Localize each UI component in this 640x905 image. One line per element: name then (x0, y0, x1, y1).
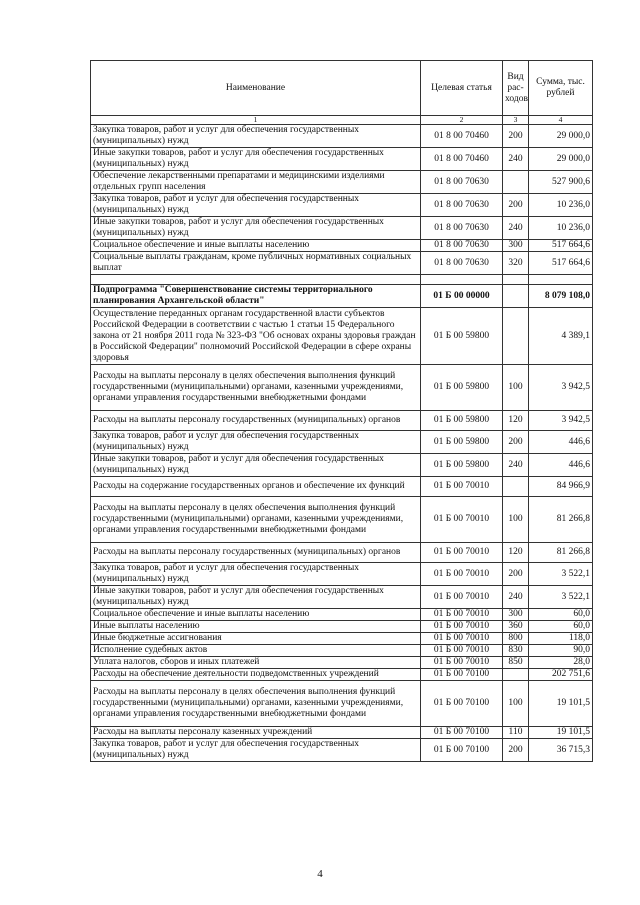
cell-vid: 240 (503, 148, 529, 171)
cell-code: 01 8 00 70630 (421, 252, 503, 275)
cell-code: 01 Б 00 59800 (421, 454, 503, 477)
cell-name: Расходы на выплаты персоналу государственных (муниципальных) органов (91, 411, 421, 431)
cell-sum: 517 664,6 (529, 240, 593, 252)
cell-sum: 446,6 (529, 454, 593, 477)
table-row (91, 275, 593, 285)
cell-name: Закупка товаров, работ и услуг для обеспечения государственных (муниципальных) нужд (91, 194, 421, 217)
cell-code: 01 Б 00 70010 (421, 563, 503, 586)
table-row (91, 431, 593, 454)
cell-code: 01 8 00 70630 (421, 171, 503, 194)
cell-sum: 3 522,1 (529, 563, 593, 586)
cell-sum: 118,0 (529, 633, 593, 645)
cell-vid: 850 (503, 657, 529, 669)
cell-vid: 240 (503, 454, 529, 477)
cell-vid: 110 (503, 727, 529, 739)
cell-name: Расходы на содержание государственных органов и обеспечение их функций (91, 477, 421, 497)
table-header (91, 61, 593, 125)
cell-vid: 830 (503, 645, 529, 657)
cell-code: 01 8 00 70460 (421, 125, 503, 148)
cell-vid: 240 (503, 586, 529, 609)
cell-sum: 4 389,1 (529, 308, 593, 365)
cell-name: Иные бюджетные ассигнования (91, 633, 421, 645)
cell-name: Закупка товаров, работ и услуг для обеспечения государственных (муниципальных) нужд (91, 739, 421, 762)
cell-sum: 3 942,5 (529, 365, 593, 411)
cell-name: Иные выплаты населению (91, 621, 421, 633)
cell-code: 01 Б 00 70010 (421, 657, 503, 669)
header-num-1: 1 (91, 116, 421, 125)
cell-code: 01 Б 00 00000 (421, 285, 503, 308)
cell-sum: 202 751,6 (529, 669, 593, 681)
table-row (91, 543, 593, 563)
cell-vid: 200 (503, 739, 529, 762)
cell-sum: 19 101,5 (529, 681, 593, 727)
cell-code: 01 Б 00 70010 (421, 621, 503, 633)
table-row (91, 171, 593, 194)
table-row (91, 609, 593, 621)
cell-code: 01 Б 00 70010 (421, 609, 503, 621)
cell-sum: 8 079 108,0 (529, 285, 593, 308)
header-num-4: 4 (529, 116, 593, 125)
cell-vid (503, 275, 529, 285)
table-row (91, 252, 593, 275)
cell-sum: 10 236,0 (529, 194, 593, 217)
cell-code: 01 Б 00 70010 (421, 543, 503, 563)
header-vid: Вид рас-ходов (503, 61, 529, 116)
page-number: 4 (317, 868, 323, 880)
table-row (91, 633, 593, 645)
table-row (91, 681, 593, 727)
header-code: Целевая статья (421, 61, 503, 116)
table-row (91, 477, 593, 497)
cell-vid (503, 171, 529, 194)
cell-name: Закупка товаров, работ и услуг для обеспечения государственных (муниципальных) нужд (91, 431, 421, 454)
cell-vid: 200 (503, 563, 529, 586)
cell-vid: 300 (503, 240, 529, 252)
cell-vid: 200 (503, 431, 529, 454)
cell-sum: 81 266,8 (529, 497, 593, 543)
table-row (91, 497, 593, 543)
cell-name: Осуществление переданных органам государственной власти субъектов Российской Федерации в соответствии с частью 1 статьи 15 Федерального закона от 21 ноября 2011 года № 323-ФЗ "Об основах охраны здоровья граждан в Российской Федерации" полномочий Российской Федерации в сфере охраны здоровья (91, 308, 421, 365)
cell-name: Закупка товаров, работ и услуг для обеспечения государственных (муниципальных) нужд (91, 125, 421, 148)
cell-code: 01 Б 00 70010 (421, 586, 503, 609)
cell-vid: 200 (503, 194, 529, 217)
cell-name: Социальное обеспечение и иные выплаты населению (91, 240, 421, 252)
cell-name: Подпрограмма "Совершенствование системы территориального планирования Архангельской области" (91, 285, 421, 308)
table-row (91, 308, 593, 365)
budget-table (90, 60, 593, 762)
cell-sum: 81 266,8 (529, 543, 593, 563)
table-row (91, 621, 593, 633)
table-row (91, 194, 593, 217)
cell-sum: 3 942,5 (529, 411, 593, 431)
cell-code: 01 Б 00 59800 (421, 365, 503, 411)
cell-name: Обеспечение лекарственными препаратами и медицинскими изделиями отдельных групп населения (91, 171, 421, 194)
cell-name: Иные закупки товаров, работ и услуг для обеспечения государственных (муниципальных) нужд (91, 217, 421, 240)
cell-code: 01 Б 00 59800 (421, 411, 503, 431)
cell-vid (503, 669, 529, 681)
cell-code: 01 Б 00 70100 (421, 727, 503, 739)
header-num-3: 3 (503, 116, 529, 125)
cell-name: Социальное обеспечение и иные выплаты населению (91, 609, 421, 621)
cell-name: Иные закупки товаров, работ и услуг для обеспечения государственных (муниципальных) нужд (91, 586, 421, 609)
cell-name: Иные закупки товаров, работ и услуг для обеспечения государственных (муниципальных) нужд (91, 148, 421, 171)
table-row (91, 285, 593, 308)
cell-code: 01 Б 00 59800 (421, 308, 503, 365)
cell-sum: 28,0 (529, 657, 593, 669)
table-row (91, 739, 593, 762)
cell-code: 01 Б 00 70100 (421, 739, 503, 762)
cell-vid: 320 (503, 252, 529, 275)
cell-code (421, 275, 503, 285)
cell-sum: 60,0 (529, 621, 593, 633)
cell-sum: 84 966,9 (529, 477, 593, 497)
cell-sum: 446,6 (529, 431, 593, 454)
cell-name: Исполнение судебных актов (91, 645, 421, 657)
cell-name: Уплата налогов, сборов и иных платежей (91, 657, 421, 669)
cell-vid: 120 (503, 411, 529, 431)
cell-sum: 10 236,0 (529, 217, 593, 240)
table-row (91, 365, 593, 411)
table-row (91, 657, 593, 669)
header-name: Наименование (91, 61, 421, 116)
cell-name: Расходы на выплаты персоналу государственных (муниципальных) органов (91, 543, 421, 563)
cell-name: Расходы на выплаты персоналу в целях обеспечения выполнения функций государственными (муниципальными) органами, казенными учреждениями, органами управления государственными внебюджетными фондами (91, 365, 421, 411)
cell-vid: 360 (503, 621, 529, 633)
cell-name: Расходы на выплаты персоналу в целях обеспечения выполнения функций государственными (муниципальными) органами, казенными учреждениями, органами управления государственными внебюджетными фондами (91, 681, 421, 727)
header-sum: Сумма, тыс. рублей (529, 61, 593, 116)
cell-code: 01 Б 00 59800 (421, 431, 503, 454)
table-row (91, 240, 593, 252)
cell-sum: 90,0 (529, 645, 593, 657)
cell-name: Иные закупки товаров, работ и услуг для обеспечения государственных (муниципальных) нужд (91, 454, 421, 477)
cell-code: 01 Б 00 70010 (421, 645, 503, 657)
table-row (91, 586, 593, 609)
table-row (91, 125, 593, 148)
cell-vid: 100 (503, 365, 529, 411)
table-row (91, 645, 593, 657)
table-row (91, 669, 593, 681)
cell-vid (503, 477, 529, 497)
cell-vid: 240 (503, 217, 529, 240)
cell-sum: 517 664,6 (529, 252, 593, 275)
cell-sum: 527 900,6 (529, 171, 593, 194)
cell-code: 01 8 00 70630 (421, 194, 503, 217)
cell-vid: 300 (503, 609, 529, 621)
table-row (91, 411, 593, 431)
cell-name: Закупка товаров, работ и услуг для обеспечения государственных (муниципальных) нужд (91, 563, 421, 586)
table-body (91, 125, 593, 762)
cell-code: 01 Б 00 70010 (421, 633, 503, 645)
cell-name: Расходы на обеспечение деятельности подведомственных учреждений (91, 669, 421, 681)
cell-code: 01 8 00 70460 (421, 148, 503, 171)
cell-code: 01 Б 00 70100 (421, 681, 503, 727)
table-row (91, 148, 593, 171)
cell-sum: 29 000,0 (529, 148, 593, 171)
cell-code: 01 8 00 70630 (421, 240, 503, 252)
cell-name: Расходы на выплаты персоналу казенных учреждений (91, 727, 421, 739)
cell-sum: 19 101,5 (529, 727, 593, 739)
cell-sum: 60,0 (529, 609, 593, 621)
table-row (91, 217, 593, 240)
cell-name: Социальные выплаты гражданам, кроме публичных нормативных социальных выплат (91, 252, 421, 275)
cell-vid (503, 285, 529, 308)
table-row (91, 727, 593, 739)
cell-sum: 29 000,0 (529, 125, 593, 148)
header-num-2: 2 (421, 116, 503, 125)
cell-sum (529, 275, 593, 285)
cell-vid: 200 (503, 125, 529, 148)
cell-code: 01 8 00 70630 (421, 217, 503, 240)
table-row (91, 563, 593, 586)
cell-code: 01 Б 00 70010 (421, 497, 503, 543)
cell-vid: 120 (503, 543, 529, 563)
cell-vid: 100 (503, 681, 529, 727)
cell-vid: 800 (503, 633, 529, 645)
cell-name (91, 275, 421, 285)
cell-vid: 100 (503, 497, 529, 543)
cell-code: 01 Б 00 70010 (421, 477, 503, 497)
cell-sum: 3 522,1 (529, 586, 593, 609)
cell-code: 01 Б 00 70100 (421, 669, 503, 681)
table-row (91, 454, 593, 477)
cell-name: Расходы на выплаты персоналу в целях обеспечения выполнения функций государственными (муниципальными) органами, казенными учреждениями, органами управления государственными внебюджетными фондами (91, 497, 421, 543)
cell-sum: 36 715,3 (529, 739, 593, 762)
cell-vid (503, 308, 529, 365)
